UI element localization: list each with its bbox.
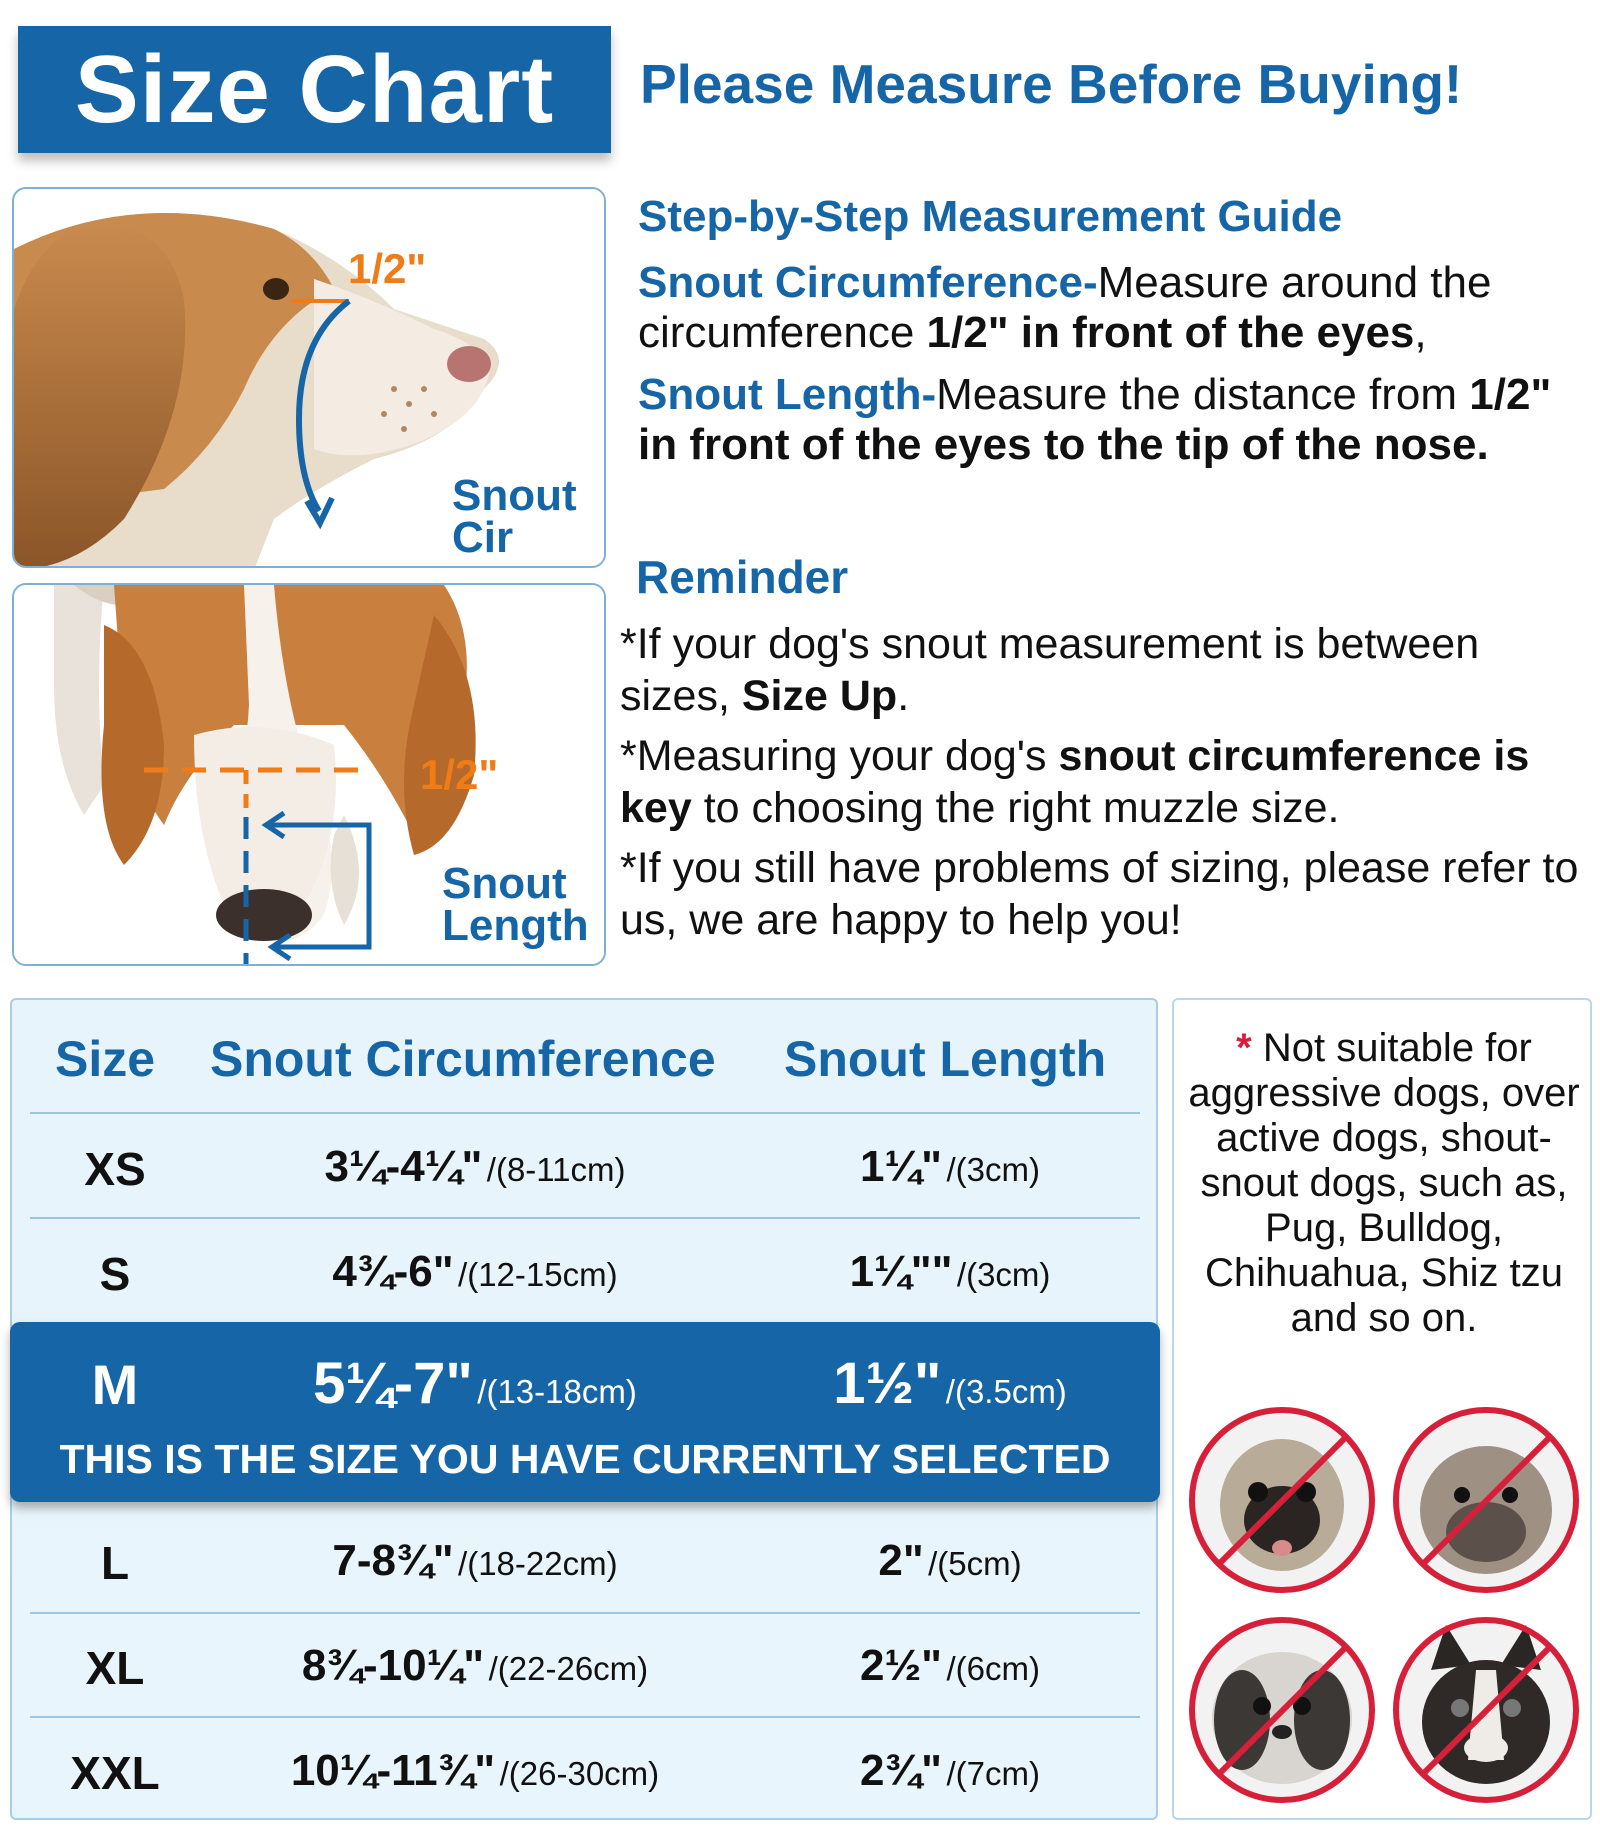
snout-circumference-illustration [12, 187, 606, 568]
header-snout-length: Snout Length [784, 1031, 1107, 1087]
snout-length-label-line2: Length [442, 901, 589, 950]
length-bold: 1/2" in front of the eyes to the tip of the nose. [638, 370, 1552, 469]
length-cm: /(3.5cm) [945, 1373, 1067, 1410]
circumference-inches: 3¼-4¼" [324, 1142, 483, 1191]
no-bulldog-icon [1386, 1400, 1586, 1600]
length-cell [730, 1746, 1170, 1796]
circumference-cm: /(26-30cm) [499, 1755, 660, 1792]
measurement-guide-title: Step-by-Step Measurement Guide [638, 192, 1343, 241]
selected-size-note: THIS IS THE SIZE YOU HAVE CURRENTLY SELECTED [59, 1436, 1111, 1482]
bottom-half-inch-label: 1/2" [420, 751, 499, 798]
table-row-xxl [10, 1718, 1158, 1822]
no-shih-tzu-icon [1182, 1610, 1382, 1810]
length-inches: 2½" [860, 1641, 943, 1690]
reminder-size-up [620, 618, 1595, 722]
length-cell [730, 1641, 1170, 1691]
reminder-contact: *If you still have problems of sizing, please refer to us, we are happy to help you! [620, 844, 1579, 944]
warning-star: * [1236, 1026, 1252, 1070]
circumference-instruction [638, 258, 1588, 358]
length-instruction [638, 370, 1588, 470]
circumference-cm: /(22-26cm) [488, 1650, 649, 1687]
page-title: Size Chart [74, 35, 555, 143]
length-inches: 1½" [833, 1351, 942, 1416]
length-text: Measure the distance from [936, 370, 1470, 419]
length-inches: 1¼"" [849, 1247, 953, 1296]
circumference-text: Measure around the circumference [638, 258, 1492, 357]
length-cm: /(3cm) [956, 1256, 1051, 1293]
circumference-inches: 10¼-11¾" [290, 1746, 496, 1795]
snout-cir-label-line2: Cir [452, 513, 514, 562]
warning-text [1184, 1026, 1584, 1341]
snout-cir-label-line1: Snout [452, 471, 577, 520]
length-cell [730, 1350, 1170, 1417]
length-cell [730, 1536, 1170, 1586]
table-row-xs [10, 1114, 1158, 1218]
table-row-l [10, 1508, 1158, 1612]
circumference-end: , [1414, 308, 1427, 357]
size-cell: XS [84, 1143, 146, 1195]
size-cell: XL [85, 1642, 145, 1694]
reminder-1-bold: Size Up [741, 672, 898, 720]
circumference-term: Snout Circumference- [638, 258, 1098, 307]
length-cm: /(3cm) [946, 1151, 1040, 1188]
length-cm: /(6cm) [946, 1650, 1040, 1687]
length-cm: /(7cm) [946, 1755, 1040, 1792]
no-pug-icon [1182, 1400, 1382, 1600]
length-inches: 2" [878, 1536, 924, 1585]
length-cell [730, 1247, 1170, 1297]
circumference-inches: 8¾-10¼" [301, 1641, 485, 1690]
circumference-cm: /(13-18cm) [477, 1373, 637, 1410]
circumference-cell [230, 1350, 720, 1417]
reminder-1-text: *If your dog's snout measurement is between sizes, [620, 620, 1480, 720]
size-cell: S [99, 1248, 131, 1300]
warning-body: Not suitable for aggressive dogs, over active dogs, shout-snout dogs, such as, Pug, Bulldog, Chihuahua, Shiz tzu and so on. [1188, 1026, 1580, 1340]
length-inches: 2¾" [860, 1746, 943, 1795]
circumference-cm: /(8-11cm) [486, 1151, 626, 1188]
table-row-s [10, 1219, 1158, 1323]
header-snout-circumference: Snout Circumference [210, 1031, 716, 1087]
no-french-bulldog-icon [1386, 1610, 1586, 1810]
snout-length-illustration [12, 583, 606, 966]
size-cell: XXL [70, 1747, 160, 1799]
top-half-inch-label: 1/2" [348, 245, 427, 292]
snout-length-label-line1: Snout [442, 859, 567, 908]
header-size: Size [55, 1031, 156, 1087]
circumference-cm: /(12-15cm) [458, 1256, 618, 1293]
reminder-snout-circumference [620, 730, 1595, 834]
measure-headline: Please Measure Before Buying! [640, 53, 1463, 115]
length-term: Snout Length- [638, 370, 937, 419]
warning-panel [1172, 998, 1592, 1820]
length-cell [730, 1142, 1170, 1192]
circumference-inches: 7-8¾" [332, 1536, 454, 1585]
size-cell: M [91, 1353, 139, 1416]
reminder-2-bold: snout circumference is key [620, 732, 1530, 832]
reminder-2-end: to choosing the right muzzle size. [691, 784, 1340, 832]
circumference-cell [230, 1142, 720, 1192]
circumference-cell [230, 1247, 720, 1297]
size-cell: L [100, 1537, 130, 1589]
circumference-inches: 4¾-6" [332, 1247, 454, 1296]
reminder-1-end: . [897, 672, 910, 720]
circumference-cell [230, 1536, 720, 1586]
reminder-2-text: *Measuring your dog's [620, 732, 1059, 780]
circumference-bold: 1/2" in front of the eyes [926, 308, 1415, 357]
length-cm: /(5cm) [928, 1545, 1022, 1582]
table-row-m-selected[interactable] [10, 1322, 1160, 1502]
reminder-title: Reminder [636, 551, 849, 603]
circumference-cell [230, 1641, 720, 1691]
table-row-xl [10, 1613, 1158, 1717]
circumference-cell [230, 1746, 720, 1796]
circumference-inches: 5¼-7" [313, 1351, 473, 1416]
length-inches: 1¼" [860, 1142, 943, 1191]
circumference-cm: /(18-22cm) [458, 1545, 618, 1582]
size-chart-title-banner [18, 26, 611, 153]
